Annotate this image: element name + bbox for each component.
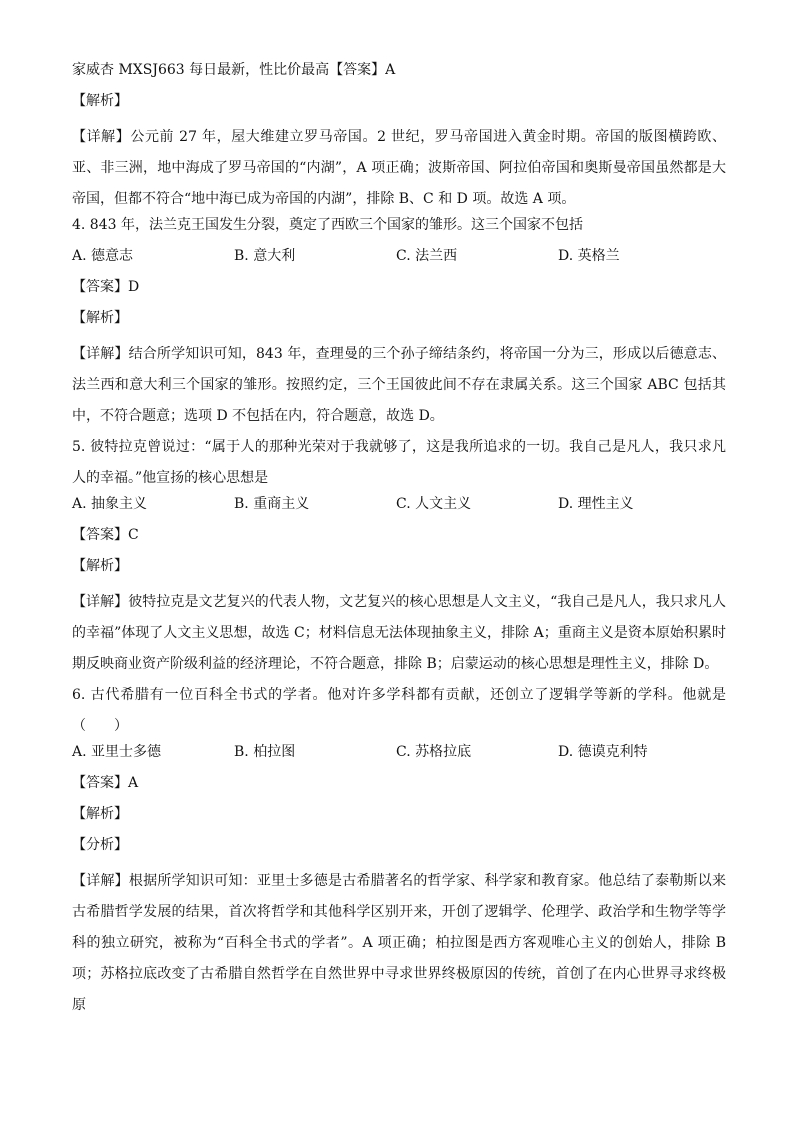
text-line: 【解析】 [72, 93, 128, 109]
answer-option: A. 亚里士多德 [72, 744, 162, 760]
answer-option: B. 柏拉图 [234, 744, 296, 760]
text-line: 【答案】D [72, 279, 140, 295]
answer-options [72, 742, 726, 762]
document-content [72, 91, 726, 1021]
text-line: 【分析】 [72, 837, 128, 853]
text-paragraph: 【详解】根据所学知识可知：亚里士多德是古希腊著名的哲学家、科学家和教育家。他总结了泰勒斯以来古希腊哲学发展的结果，首次将哲学和其他科学区别开来，开创了逻辑学、伦理学、政治学和生物学等学科的独立研究，被称为“百科全书式的学者”。A 项正确；柏拉图是西方客观唯心主义的创始人，排除 B 项；苏格拉底改变了古希腊自然哲学在自然世界中寻求世界终极原因的传统，首创了在内心世界寻求终极原 [72, 873, 726, 1013]
answer-option: A. 德意志 [72, 248, 134, 264]
text-line: 【解析】 [72, 310, 128, 326]
text-paragraph: 【详解】公元前 27 年，屋大维建立罗马帝国。2 世纪，罗马帝国进入黄金时期。帝国的版图横跨欧、亚、非三洲，地中海成了罗马帝国的“内湖”，A 项正确；波斯帝国、阿拉伯帝国和奥斯曼帝国虽然都是大帝国，但都不符合“地中海已成为帝国的内湖”，排除 B、C 和 D 项。故选 A 项。 [72, 129, 726, 207]
answer-option: A. 抽象主义 [72, 496, 148, 512]
text-paragraph: 5. 彼特拉克曾说过：“属于人的那种光荣对于我就够了，这是我所追求的一切。我自己是凡人，我只求凡人的幸福。”他宣扬的核心思想是 [72, 439, 726, 486]
document-page [72, 60, 726, 1021]
header-line: 家威杏 MXSJ663 每日最新，性比价最高【答案】A [72, 62, 396, 78]
answer-option: D. 德谟克利特 [558, 744, 648, 760]
text-paragraph: 【详解】彼特拉克是文艺复兴的代表人物，文艺复兴的核心思想是人文主义，“我自己是凡人，我只求凡人的幸福”体现了人文主义思想，故选 C；材料信息无法体现抽象主义，排除 A；重商主义是资本原始积累时期反映商业资产阶级利益的经济理论，不符合题意，排除 B；启蒙运动的核心思想是理性主义，排除 D。 [72, 594, 726, 672]
text-line: 【答案】A [72, 775, 139, 791]
text-line: 【答案】C [72, 527, 139, 543]
answer-option: C. 法兰西 [396, 248, 458, 264]
answer-option: C. 苏格拉底 [396, 744, 472, 760]
answer-options [72, 246, 726, 266]
answer-option: D. 英格兰 [558, 248, 620, 264]
answer-option: B. 重商主义 [234, 496, 310, 512]
answer-option: C. 人文主义 [396, 496, 472, 512]
answer-option: D. 理性主义 [558, 496, 634, 512]
answer-option: B. 意大利 [234, 248, 296, 264]
text-paragraph: 【详解】结合所学知识可知，843 年，查理曼的三个孙子缔结条约，将帝国一分为三，形成以后德意志、法兰西和意大利三个国家的雏形。按照约定，三个王国彼此间不存在隶属关系。这三个国家 ABC 包括其中，不符合题意；选项 D 不包括在内，符合题意，故选 D。 [72, 346, 726, 424]
text-line: 【解析】 [72, 806, 128, 822]
answer-options [72, 494, 726, 514]
text-line: 【解析】 [72, 558, 128, 574]
text-paragraph: 6. 古代希腊有一位百科全书式的学者。他对许多学科都有贡献，还创立了逻辑学等新的学科。他就是（ ） [72, 687, 726, 734]
text-line: 4. 843 年，法兰克王国发生分裂，奠定了西欧三个国家的雏形。这三个国家不包括 [72, 217, 583, 233]
